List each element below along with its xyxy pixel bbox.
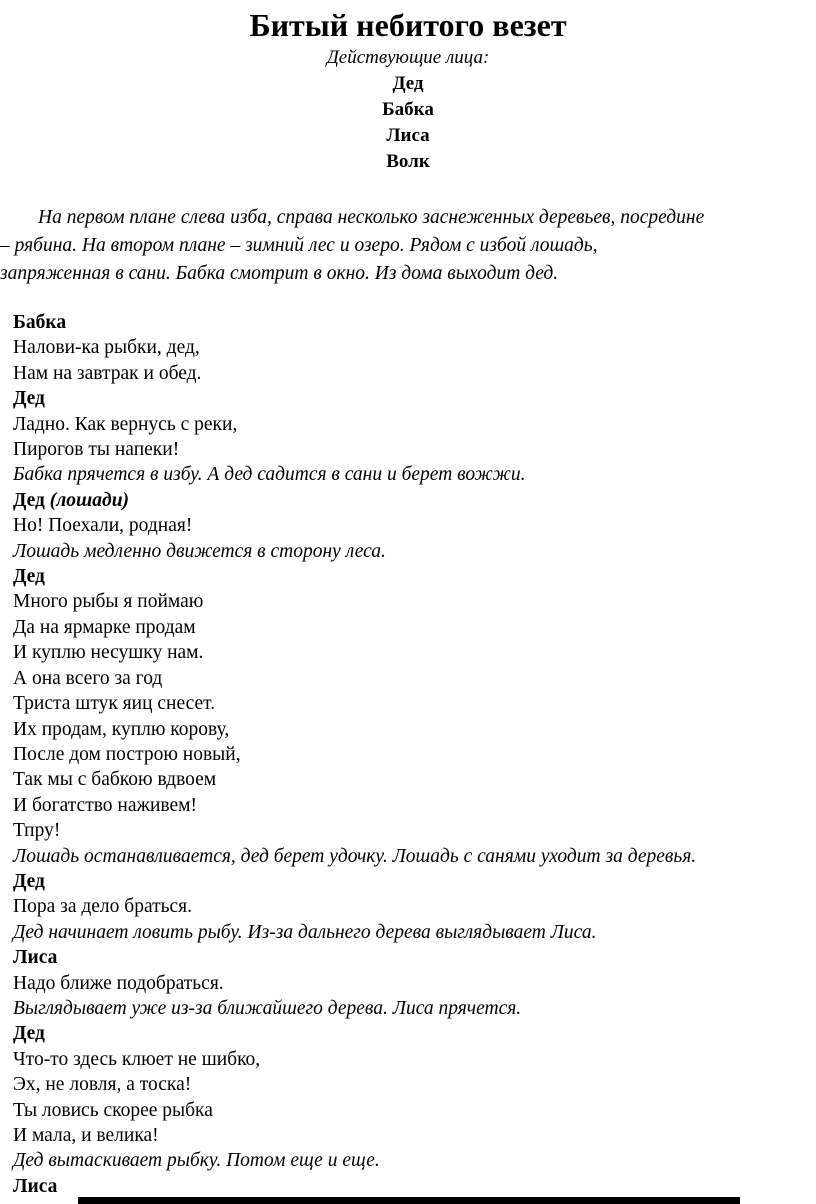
speaker-note: (лошади) — [44, 489, 130, 511]
dialogue-line: Но! Поехали, родная! — [13, 515, 193, 537]
dialogue-line: Что-то здесь клюет не шибко, — [13, 1048, 261, 1070]
dialogue-line: Пора за дело браться. — [13, 896, 193, 918]
intro-line: запряженная в сани. Бабка смотрит в окно. Из дома выходит дед. — [0, 263, 559, 284]
stage-direction: Лошадь медленно движется в сторону леса. — [13, 540, 386, 562]
stage-direction: Бабка прячется в избу. А дед садится в сани и берет вожжи. — [13, 464, 526, 486]
speaker-name: Лиса — [13, 947, 58, 969]
dialogue-line: Пирогов ты напеки! — [13, 439, 180, 461]
speaker-heading — [13, 1021, 816, 1046]
speaker-name: Дед — [13, 388, 45, 410]
cast-member: Волк — [386, 151, 430, 172]
dialogue-line: Налови-ка рыбки, дед, — [13, 337, 200, 359]
cast-list — [0, 71, 816, 175]
cast-member: Бабка — [382, 99, 434, 120]
dialogue-line: И мала, и велика! — [13, 1125, 159, 1146]
clipped-text-line — [78, 1197, 740, 1204]
dialogue-line: После дом построю новый, — [13, 743, 241, 765]
dialogue-line: Ты ловись скорее рыбка — [13, 1099, 213, 1121]
speaker-heading — [13, 869, 816, 894]
dialogue-line: А она всего за год — [13, 667, 163, 689]
script-body — [0, 310, 816, 1199]
dialogue-line: Надо ближе подобраться. — [13, 972, 224, 994]
speaker-heading — [13, 386, 816, 411]
dialogue-line: Их продам, куплю корову, — [13, 718, 230, 740]
dialogue-line: Тпру! — [13, 820, 61, 842]
stage-direction: Дед вытаскивает рыбку. Потом еще и еще. — [13, 1150, 380, 1172]
speaker-heading — [13, 945, 816, 970]
speaker-heading — [13, 1174, 816, 1199]
speaker-name: Бабка — [13, 312, 67, 333]
dialogue-line: Триста штук яиц снесет. — [13, 693, 216, 715]
speaker-heading — [13, 488, 816, 513]
speaker-name: Дед — [13, 489, 45, 511]
dialogue-line: И куплю несушку нам. — [13, 642, 204, 664]
intro-line: – рябина. На втором плане – зимний лес и озеро. Рядом с избой лошадь, — [0, 235, 598, 256]
speaker-name: Дед — [13, 1023, 45, 1045]
speaker-heading — [13, 310, 816, 335]
dialogue-line: Много рыбы я поймаю — [13, 591, 204, 613]
speaker-name: Дед — [13, 566, 45, 588]
intro-line: На первом плане слева изба, справа несколько заснеженных деревьев, посредине — [38, 207, 705, 228]
stage-direction: Выглядывает уже из-за ближайшего дерева. Лиса прячется. — [13, 997, 522, 1019]
cast-member: Лиса — [386, 125, 430, 146]
stage-direction: Лошадь останавливается, дед берет удочку. Лошадь с санями уходит за деревья. — [13, 845, 697, 867]
dialogue-line: Да на ярмарке продам — [13, 616, 196, 638]
speaker-name: Лиса — [13, 1175, 58, 1197]
speaker-name: Дед — [13, 870, 45, 892]
dialogue-line: Нам на завтрак и обед. — [13, 362, 202, 384]
cast-member: Дед — [392, 73, 424, 94]
intro-paragraph — [0, 204, 816, 288]
dialogue-line: Ладно. Как вернусь с реки, — [13, 413, 238, 435]
dialogue-line: И богатство наживем! — [13, 794, 197, 816]
document-title: Битый небитого везет — [249, 7, 567, 43]
dialogue-line: Так мы с бабкою вдвоем — [13, 769, 217, 791]
stage-direction: Дед начинает ловить рыбу. Из-за дальнего дерева выглядывает Лиса. — [13, 921, 597, 943]
speaker-heading — [13, 564, 816, 589]
cast-heading: Действующие лица: — [326, 47, 490, 68]
dialogue-line: Эх, не ловля, а тоска! — [13, 1074, 192, 1096]
